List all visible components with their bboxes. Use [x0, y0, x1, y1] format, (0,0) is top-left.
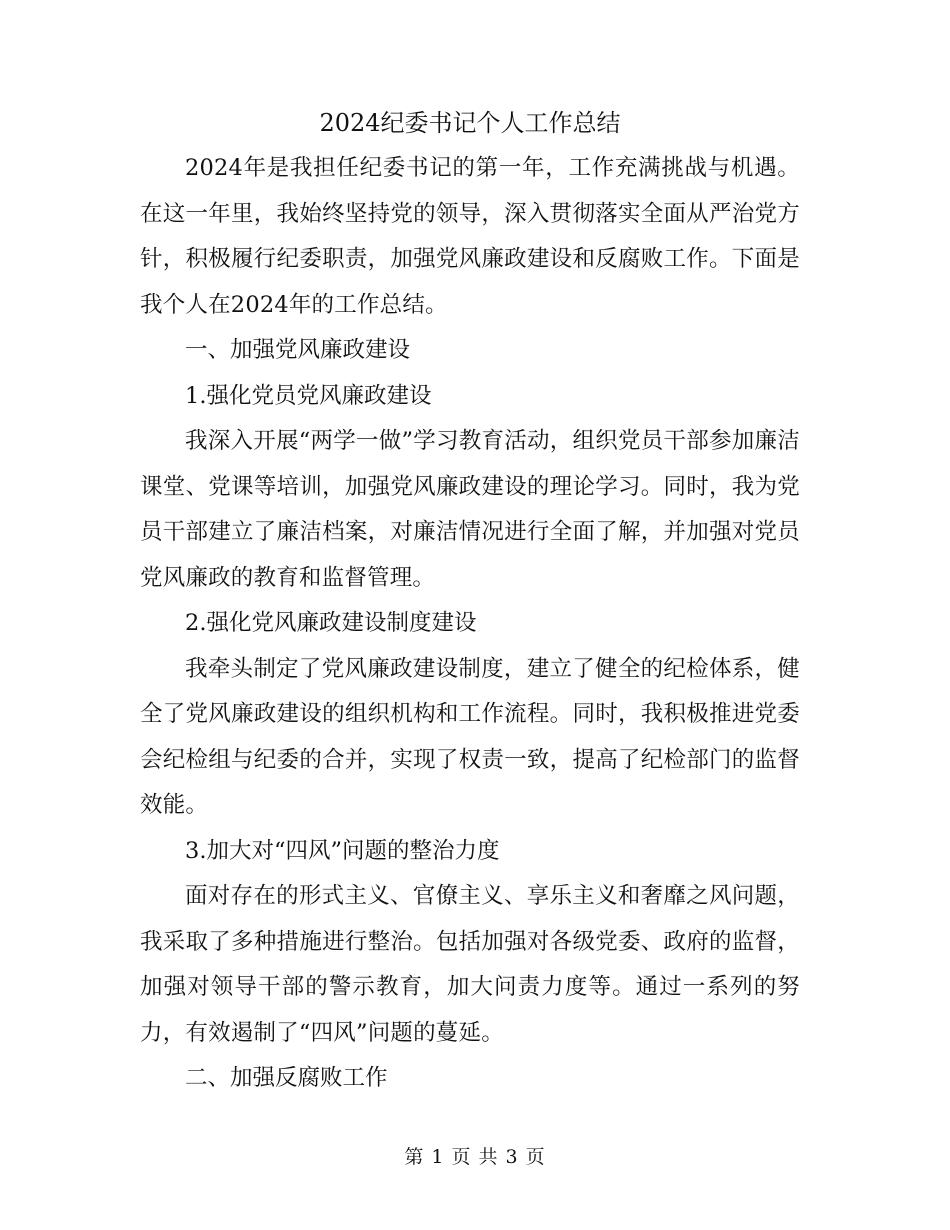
- paragraph-1-2: 我牵头制定了党风廉政建设制度，建立了健全的纪检体系，健全了党风廉政建设的组织机构和工作流程。同时，我积极推进党委会纪检组与纪委的合并，实现了权责一致，提高了纪检部门的监督效能。: [140, 655, 800, 818]
- document-body: [140, 100, 800, 1102]
- subsection-heading-1-2: 2.强化党风廉政建设制度建设: [185, 610, 477, 636]
- subsection-heading-1-3: 3.加大对“四风”问题的整治力度: [185, 837, 500, 864]
- subsection-heading-1-1: 1.强化党员党风廉政建设: [185, 382, 432, 409]
- page-number-footer: 第 1 页 共 3 页: [404, 1146, 546, 1168]
- section-heading-2: 二、加强反腐败工作: [185, 1065, 388, 1091]
- paragraph-1-1: 我深入开展“两学一做”学习教育活动，组织党员干部参加廉洁课堂、党课等培训，加强党风廉政建设的理论学习。同时，我为党员干部建立了廉洁档案，对廉洁情况进行全面了解，并加强对党员党风廉政的教育和监督管理。: [140, 428, 800, 591]
- paragraph-1-3: 面对存在的形式主义、官僚主义、享乐主义和奢靡之风问题，我采取了多种措施进行整治。包括加强对各级党委、政府的监督，加强对领导干部的警示教育，加大问责力度等。通过一系列的努力，有效遏制了“四风”问题的蔓延。: [140, 883, 800, 1046]
- section-heading-1: 一、加强党风廉政建设: [185, 337, 411, 363]
- intro-paragraph: 2024年是我担任纪委书记的第一年，工作充满挑战与机遇。在这一年里，我始终坚持党的领导，深入贯彻落实全面从严治党方针，积极履行纪委职责，加强党风廉政建设和反腐败工作。下面是我个人在2024年的工作总结。: [140, 155, 800, 318]
- document-title: 2024纪委书记个人工作总结: [319, 109, 621, 137]
